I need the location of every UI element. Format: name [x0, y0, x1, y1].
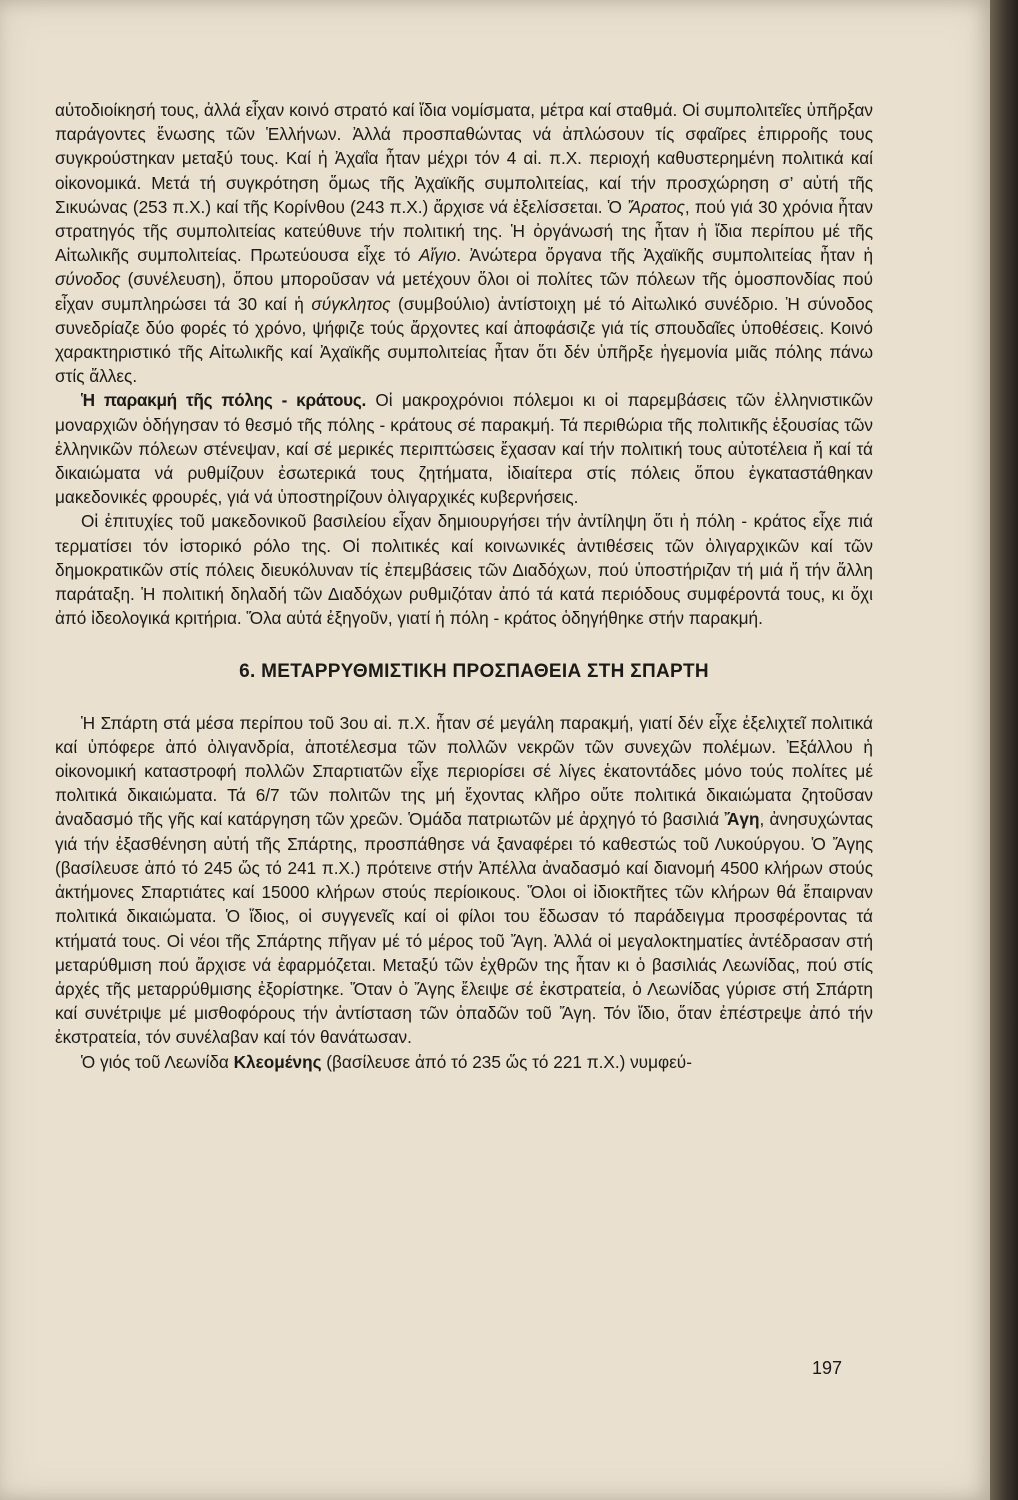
text-run-bold: Κλεομένης — [233, 1051, 322, 1072]
text-run: (συνέλευση), ὅπου μποροῦσαν νά μετέχουν ὅλοι οἱ πολίτες τῶν πόλεων τῆς ὁμοσπονδίας πού εἶχαν συμπληρώσει τά 30 καί ἡ — [55, 269, 873, 314]
text-run: (συμβούλιο) ἀντίστοιχη μέ τό Αἰτωλικό συνέδριο. Ἡ σύνοδος συνεδρίαζε δύο φορές τό χρόνο, ψήφιζε τούς ἄρχοντες καί ἀποφάσιζε γιά τίς σπουδαῖες ὑποθέσεις. Κοινό χαρακτηριστικό τῆς Αἰτωλικῆς καί Ἀχαϊκῆς συμπολιτείας ἦταν ὅτι δέν ὑπῆρξε ἡγεμονία μιᾶς πόλης πάνω στίς ἄλλες. — [55, 293, 873, 387]
text-run-em: Αἴγιο — [418, 245, 457, 266]
paragraph — [55, 711, 873, 1050]
book-page-edge — [990, 0, 1018, 1500]
paragraph — [55, 98, 873, 388]
text-run-em: σύνοδος — [55, 269, 121, 290]
text-run: , ἀνησυχώντας γιά τήν ἐξασθένηση αὐτή τῆς Σπάρτης, προσπάθησε νά ξαναφέρει τό καθεστώς τοῦ Λυκούργου. Ὁ Ἄγης (βασίλευσε ἀπό τό 245 ὥς τό 241 π.Χ.) πρότεινε στήν Ἀπέλλα ἀναδασμό καί διανομή 4500 κλήρων στούς ἀκτήμονες Σπαρτιάτες καί 15000 κλήρων στούς περίοικους. Ὅλοι οἱ ἰδιοκτῆτες τῶν κλήρων θά ἔπαιρναν πολιτικά δικαιώματα. Ὁ ἴδιος, οἱ συγγενεῖς καί οἱ φίλοι του ἔδωσαν τό παράδειγμα προσφέροντας τά κτήματά τους. Οἱ νέοι τῆς Σπάρτης πῆγαν μέ τό μέρος τοῦ Ἄγη. Ἀλλά οἱ μεγαλοκτηματίες ἀντέδρασαν στή μεταρύθμιση πού ἄρχισε νά ἐφαρμόζεται. Μεταξύ τῶν ἐχθρῶν της ἦταν κι ὁ βασιλιάς Λεωνίδας, πού στίς ἀρχές τῆς μεταρρύθμισης ἐξορίστηκε. Ὅταν ὁ Ἄγης ἔλειψε σέ ἐκστρατεία, ὁ Λεωνίδας γύρισε στή Σπάρτη καί συνέτριψε μέ μισθοφόρους τήν ἀντίσταση τῶν ὀπαδῶν τοῦ Ἄγη. Τόν ἴδιο, ὅταν ἐπέστρεψε ἀπό τήν ἐκστρατεία, τόν συνέλαβαν καί τόν θανάτωσαν. — [55, 809, 873, 1048]
page-content — [55, 98, 873, 1074]
text-block-top — [55, 98, 873, 630]
text-run-em: σύγκλητος — [311, 293, 391, 314]
text-run: Οἱ μακροχρόνιοι πόλεμοι κι οἱ παρεμβάσεις τῶν ἑλληνιστικῶν μοναρχιῶν ὁδήγησαν τό θεσμό τῆς πόλης - κράτους σέ παρακμή. Τά περιθώρια τῆς πολιτικῆς ἐξουσίας τῶν ἑλληνικῶν πόλεων στένεψαν, καί σέ μερικές περιπτώσεις ἔχασαν καί τήν πολιτική τους αὐτοτέλεια ἤ καί τά δικαιώματα νά ρυθμίζουν ἐσωτερικά τους ζητήματα, ἰδιαίτερα στίς πόλεις ὅπου ἐγκαταστάθηκαν μακεδονικές φρουρές, γιά νά ὑποστηρίζουν ὀλιγαρχικές κυβερνήσεις. — [55, 390, 874, 508]
paragraph — [55, 1050, 873, 1074]
section-title: 6. ΜΕΤΑΡΡΥΘΜΙΣΤΙΚΗ ΠΡΟΣΠΑΘΕΙΑ ΣΤΗ ΣΠΑΡΤΗ — [239, 661, 709, 683]
text-run-em: Ἄρατος — [627, 196, 685, 217]
text-run: Ἡ Σπάρτη στά μέσα περίπου τοῦ 3ου αἰ. π.Χ. ἦταν σέ μεγάλη παρακμή, γιατί δέν εἶχε ἐξελιχτεῖ πολιτικά καί ὑπόφερε ἀπό ὀλιγανδρία, ἀποτέλεσμα τῶν πολλῶν νεκρῶν τῶν συνεχῶν πολέμων. Ἐξάλλου ἡ οἰκονομική καταστροφή πολλῶν Σπαρτιατῶν εἶχε περιορίσει σέ λίγες ἑκατοντάδες μόνο τούς πολίτες μέ πολιτικά δικαιώματα. Τά 6/7 τῶν πολιτῶν της μή ἔχοντας κλῆρο οὔτε πολιτικά δικαιώματα ζητοῦσαν ἀναδασμό τῆς γῆς καί κατάργηση τῶν χρεῶν. Ὁμάδα πατριωτῶν μέ ἀρχηγό τό βασιλιά — [55, 712, 873, 830]
text-run: . Ἀνώτερα ὄργανα τῆς Ἀχαϊκῆς συμπολιτείας ἦταν ἡ — [456, 245, 874, 266]
text-run: (βασίλευσε ἀπό τό 235 ὥς τό 221 π.Χ.) νυμφεύ- — [321, 1051, 692, 1072]
text-run: αὐτοδιοίκησή τους, ἀλλά εἶχαν κοινό στρατό καί ἴδια νομίσματα, μέτρα καί σταθμά. Οἱ συμπολιτεῖες ὑπῆρξαν παράγοντες ἕνωσης τῶν Ἑλλήνων. Ἀλλά προσπαθώντας νά ἀπλώσουν τίς σφαῖρες ἐπιρροῆς τους συγκρούστηκαν μεταξύ τους. Καί ἡ Ἀχαΐα ἦταν μέχρι τόν 4 αἰ. π.Χ. περιοχή καθυστερημένη πολιτικά καί οἰκονομικά. Μετά τή συγκρότηση ὅμως τῆς Ἀχαϊκῆς συμπολιτείας, καί τήν προσχώρηση σ’ αὐτή τῆς Σικυώνας (253 π.Χ.) καί τῆς Κορίνθου (243 π.Χ.) ἄρχισε νά ἐξελίσσεται. Ὁ — [55, 100, 873, 217]
text-run: Οἱ ἐπιτυχίες τοῦ μακεδονικοῦ βασιλείου εἶχαν δημιουργήσει τήν ἀντίληψη ὅτι ἡ πόλη - κράτος εἶχε πιά τερματίσει τόν ἱστορικό ρόλο της. Οἱ πολιτικές καί κοινωνικές ἀντιθέσεις τῶν ὀλιγαρχικῶν καί τῶν δημοκρατικῶν στίς πόλεις διευκόλυναν τίς ἐπεμβάσεις τῶν Διαδόχων, πού ὑποστήριζαν τή μιά ἤ τήν ἄλλη παράταξη. Ἡ πολιτική δηλαδή τῶν Διαδόχων ρυθμιζόταν ἀπό τά κατά περιόδους συμφέροντά τους, κι ὄχι ἀπό ἰδεολογικά κριτήρια. Ὅλα αὐτά ἐξηγοῦν, γιατί ἡ πόλη - κράτος ὁδηγήθηκε στήν παρακμή. — [55, 511, 873, 629]
text-run: , πού γιά 30 χρόνια ἦταν στρατηγός τῆς συμπολιτείας κατεύθυνε τήν πολιτική της. Ἡ ὀργάνωσή της ἦταν ἡ ἴδια περίπου μέ τῆς Αἰτωλικῆς συμπολιτείας. Πρωτεύουσα εἶχε τό — [55, 196, 873, 266]
text-run-bold: Ἄγη — [724, 809, 760, 830]
page-number: 197 — [812, 1358, 843, 1378]
paragraph — [55, 388, 873, 509]
text-run-run-head: Ἡ παρακμή τῆς πόλης - κράτους. — [81, 390, 366, 411]
text-block-bottom — [55, 711, 873, 1074]
paragraph — [55, 509, 873, 630]
text-run: Ὁ γιός τοῦ Λεωνίδα — [81, 1051, 234, 1072]
